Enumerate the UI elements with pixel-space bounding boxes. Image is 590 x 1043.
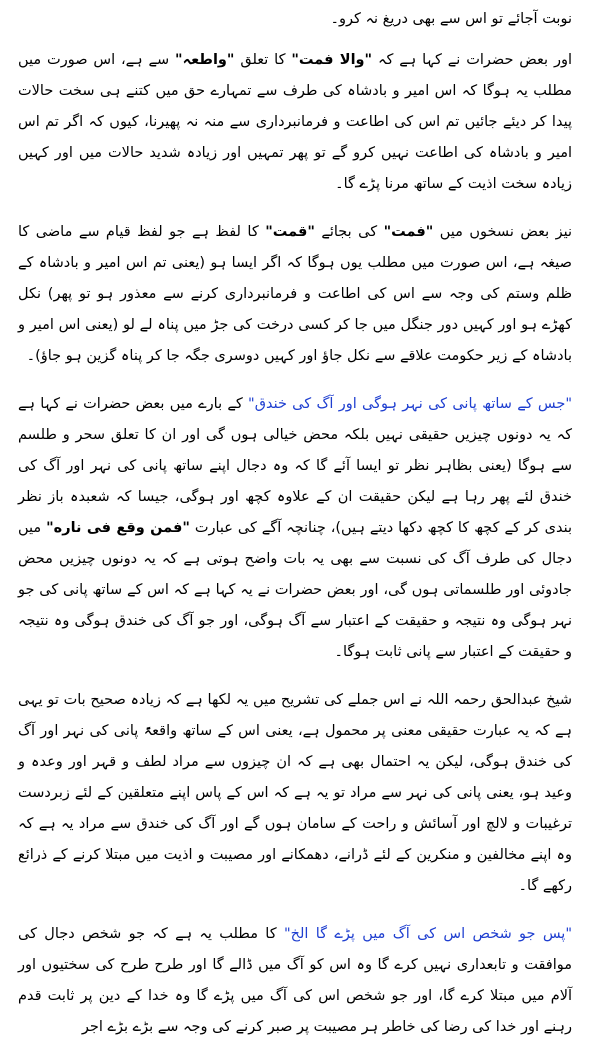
paragraph: [18, 919, 572, 1043]
paragraph: [18, 389, 572, 668]
paragraph: [18, 45, 572, 200]
text-segment: کی بجائے: [314, 224, 384, 240]
highlighted-hadith-phrase: "جس کے ساتھ پانی کی نہر ہوگی اور آگ کی خندق": [248, 396, 572, 412]
paragraph: [18, 685, 572, 902]
text-segment: نیز بعض نسخوں میں: [433, 224, 572, 240]
quoted-term: "واطعہ": [175, 52, 235, 68]
quoted-term: "فمن وقع فی ناره": [46, 520, 190, 536]
quoted-term: "والا فمت": [291, 52, 373, 68]
text-segment: اور بعض حضرات نے کہا ہے کہ: [372, 52, 572, 68]
text-segment: کا مطلب یہ ہے کہ جو شخص دجال کی موافقت و تابعداری نہیں کرے گا وہ اس کو آگ میں ڈالے گا اور طرح طرح کی سختیوں اور آلام میں مبتلا کرے گا، اور جو شخص اس کی آگ میں پڑے گا وہ خدا کے دین پر ثابت قدم رہنے اور خدا کی رضا کی خاطر ہر مصیبت پر صبر کرنے کی وجہ سے بڑے بڑے اجر: [18, 926, 572, 1035]
text-segment: کا لفظ ہے جو لفظ قیام سے ماضی کا صیغہ ہے، اس صورت میں مطلب یوں ہوگا کہ اگر ایسا ہو (یعنی تم اس امیر و بادشاہ کے ظلم وستم کی وجہ سے اس کی اطاعت و فرمانبرداری کرنے سے معذور ہو تو پھر) نکل کھڑے ہو اور کہیں دور جنگل میں جا کر کسی درخت کی جڑ میں پناہ لے لو (یعنی اس امیر و بادشاہ کے زیر حکومت علاقے سے نکل جاؤ اور کہیں دوسری جگہ جا کر پناہ گزین ہو جاؤ)۔: [18, 224, 572, 364]
quoted-term: "فمت": [383, 224, 434, 240]
text-segment: کا تعلق: [234, 52, 292, 68]
text-segment: سے ہے، اس صورت میں مطلب یہ ہوگا کہ اس امیر و بادشاہ کی طرف سے تمہارے حق میں کتنے ہی سخت حالات پیدا کر دیئے جائیں تم اس کی اطاعت و فرمانبرداری سے منہ نہ پھیرنا، کیوں کہ اگر تم اس امیر و بادشاہ کی اطاعت نہیں کرو گے تو پھر تمہیں اور زیادہ شدید حالات میں اور کہیں زیادہ سخت اذیت کے ساتھ مرنا پڑے گا۔: [18, 52, 572, 192]
paragraph: [18, 217, 572, 372]
highlighted-hadith-phrase: "پس جو شخص اس کی آگ میں پڑے گا الخ": [283, 926, 573, 942]
paragraph: [18, 4, 572, 35]
text-segment: کے بارے میں بعض حضرات نے کہا ہے کہ یہ دونوں چیزیں حقیقی نہیں بلکہ محض خیالی ہوں گی اور ان کا تعلق سحر و طلسم سے ہوگا (یعنی بظاہر نظر تو ایسا آئے گا کہ وہ دجال اپنے ساتھ پانی کی نہر اور آگ کی خندق لئے پھر رہا ہے لیکن حقیقت ان کے علاوہ کچھ اور ہوگی، جیسا کہ شعبدہ باز نظر بندی کر کے کچھ کا کچھ دکھا دیتے ہیں)، چنانچہ آگے کی عبارت: [18, 396, 572, 536]
quoted-term: "قمت": [265, 224, 315, 240]
text-segment: شیخ عبدالحق رحمہ اللہ نے اس جملے کی تشریح میں یہ لکھا ہے کہ زیادہ صحیح بات تو یہی ہے کہ یہ عبارت حقیقی معنی پر محمول ہے، یعنی اس کے ساتھ واقعۃً پانی کی نہر اور آگ کی خندق ہوگی، لیکن یہ احتمال بھی ہے کہ ان چیزوں سے مراد لطف و قہر اور وعدہ و وعید ہو، یعنی پانی کی نہر سے مراد تو یہ ہے کہ اس کے پاس اپنے متعلقین کے لئے زبردست ترغیبات و لالچ اور آسائش و راحت کے سامان ہوں گے اور آگ کی خندق سے مراد یہ ہے کہ وہ اپنے مخالفین و منکرین کے لئے ڈرانے، دھمکانے اور مصیبت و اذیت میں مبتلا کرنے کے ذرائع رکھے گا۔: [18, 692, 572, 894]
text-segment: میں دجال کی طرف آگ کی نسبت سے بھی یہ بات واضح ہوتی ہے کہ یہ دونوں چیزیں محض جادوئی اور طلسماتی ہوں گی، اور بعض حضرات نے یہ کہا ہے کہ اس کے ساتھ پانی کی جو نہر ہوگی وہ نتیجہ و حقیقت کے اعتبار سے آگ ہوگی، اور جو آگ کی خندق ہوگی وہ نتیجہ و حقیقت کے اعتبار سے پانی ثابت ہوگا۔: [18, 520, 572, 660]
text-segment: نوبت آجائے تو اس سے بھی دریغ نہ کرو۔: [330, 11, 572, 27]
